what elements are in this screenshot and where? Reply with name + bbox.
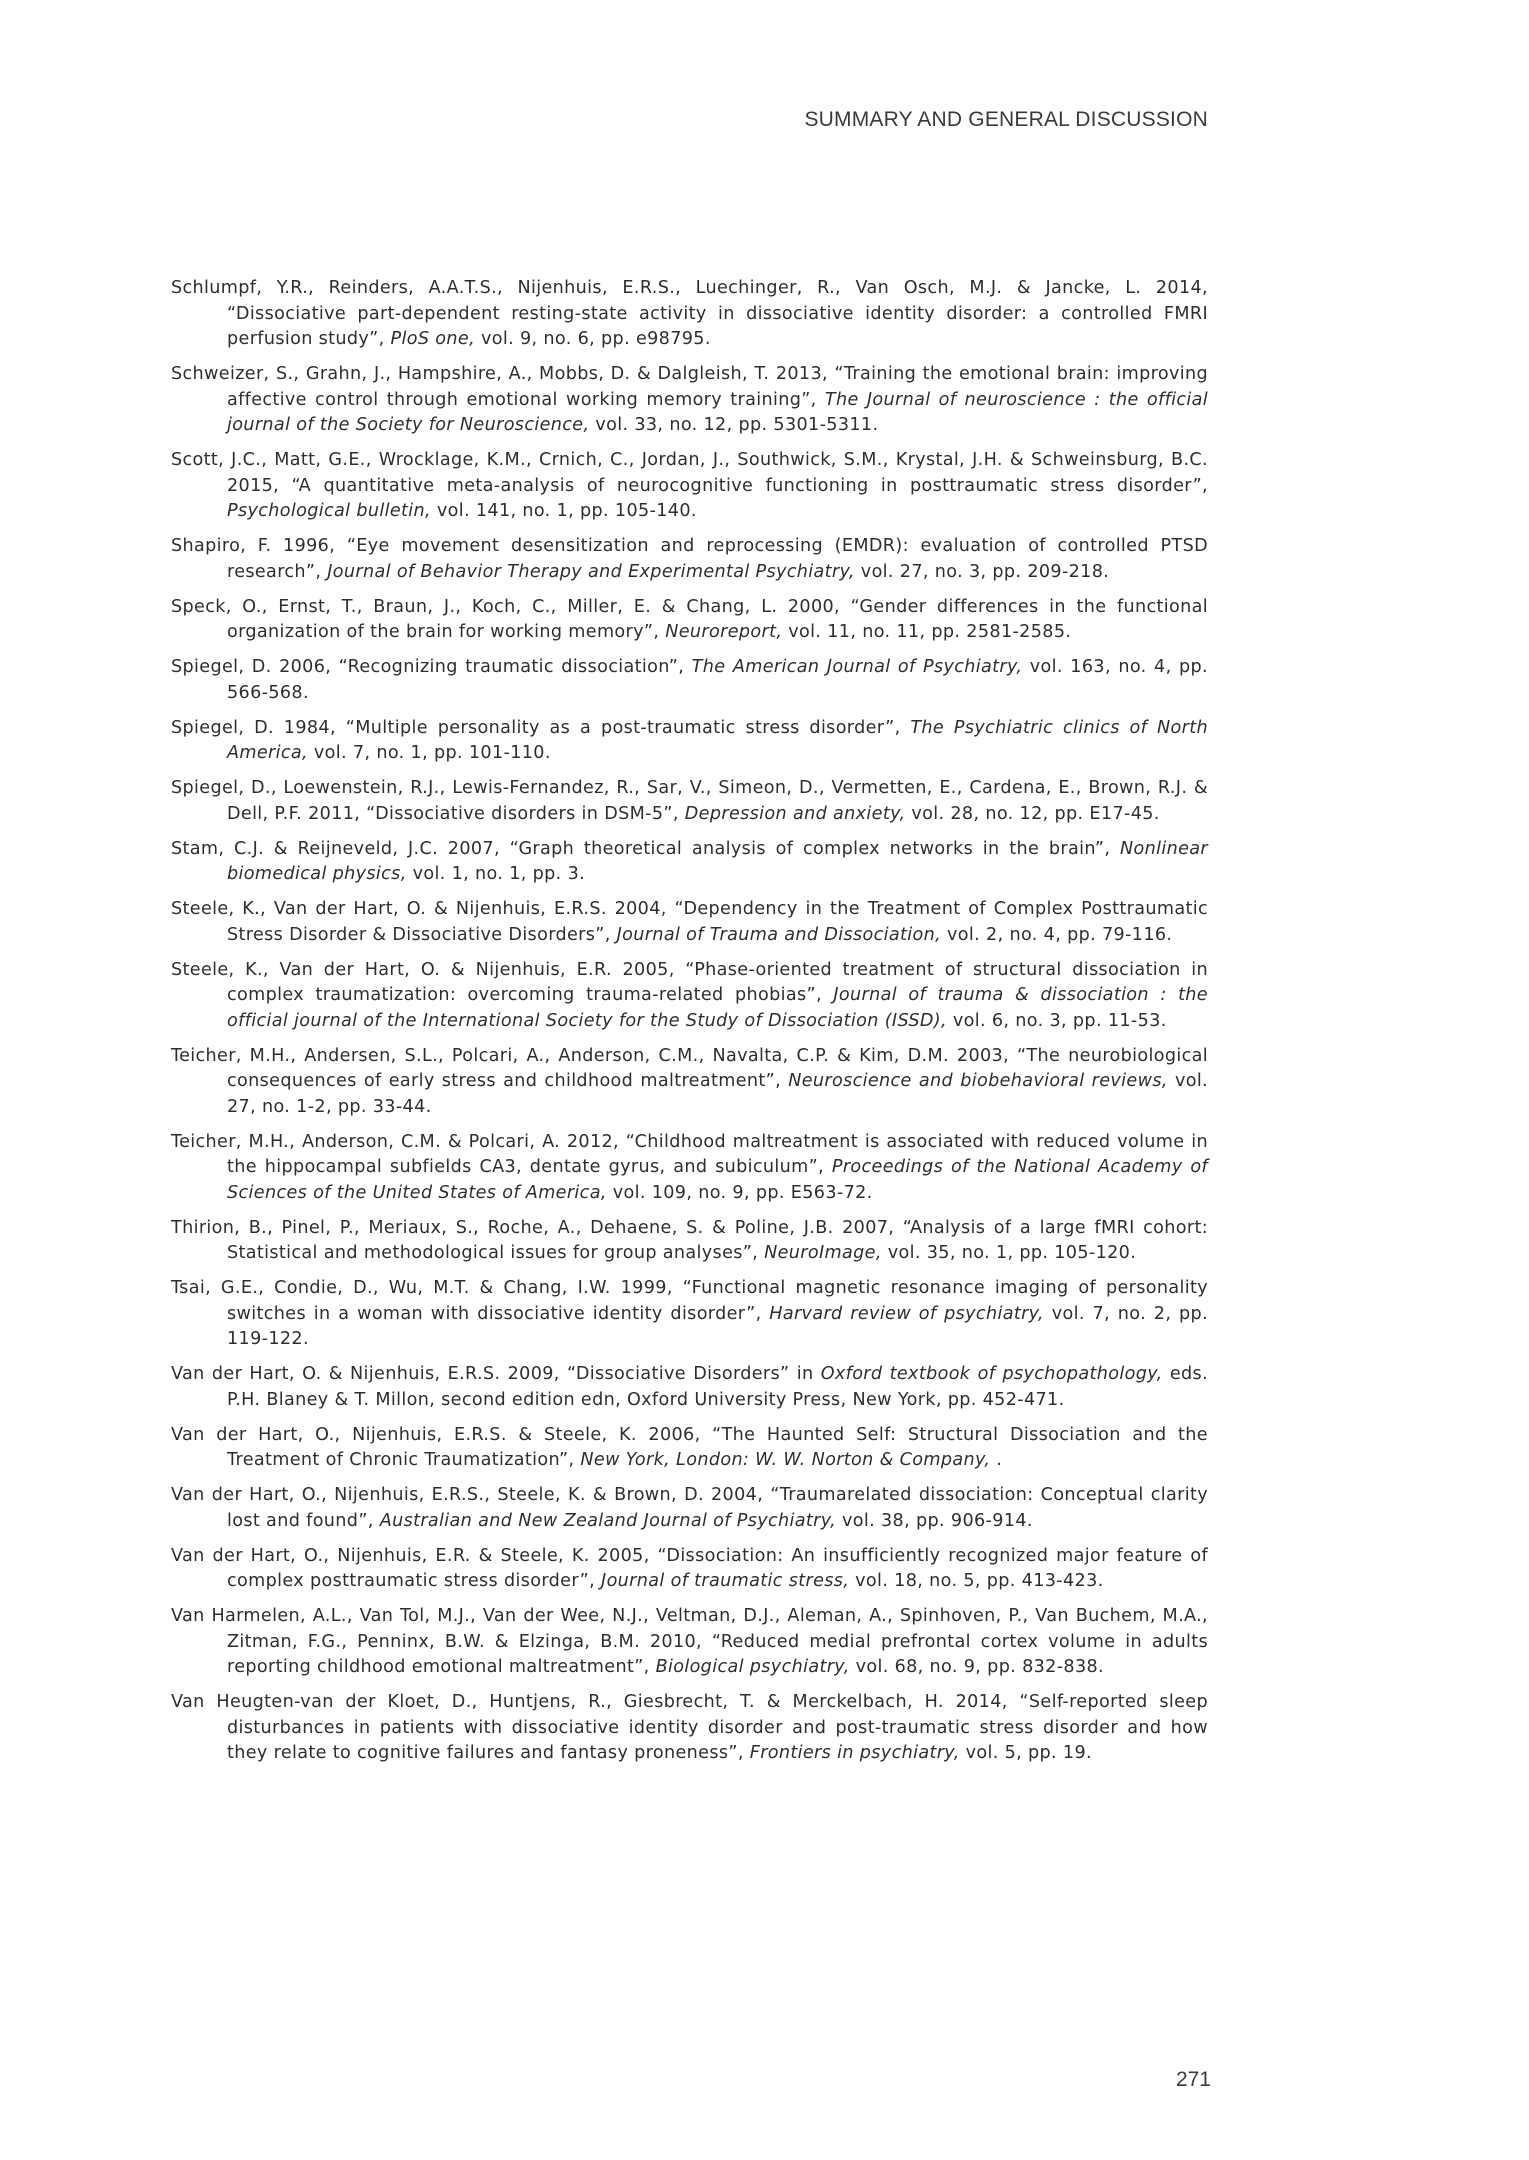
reference-source: Australian and New Zealand Journal of Psychiatry, <box>379 1510 837 1531</box>
reference-entry <box>171 716 1208 767</box>
reference-entry <box>171 1604 1208 1681</box>
reference-text: Teicher, M.H., Anderson, C.M. & Polcari, A. 2012, “Childhood maltreatment is associated with reduced volume in the hippocampal subfields CA3, dentate gyrus, and subiculum”, <box>171 1131 1208 1177</box>
reference-details: vol. 109, no. 9, pp. E563-72. <box>606 1182 873 1203</box>
reference-text: Spiegel, D. 1984, “Multiple personality as a post-traumatic stress disorder”, <box>171 717 911 738</box>
reference-details: eds. P.H. Blaney & T. Millon, second edition edn, Oxford University Press, New York, pp. 452-471. <box>227 1364 1209 1410</box>
reference-text: Shapiro, F. 1996, “Eye movement desensitization and reprocessing (EMDR): evaluation of controlled PTSD research”, <box>171 536 1208 582</box>
reference-details: . <box>990 1450 1003 1470</box>
reference-text: Spiegel, D. 2006, “Recognizing traumatic dissociation”, <box>171 657 692 677</box>
reference-details: vol. 27, no. 1-2, pp. 33-44. <box>227 1071 1209 1117</box>
reference-entry <box>171 958 1208 1035</box>
reference-text: Thirion, B., Pinel, P., Meriaux, S., Roche, A., Dehaene, S. & Poline, J.B. 2007, “Analysis of a large fMRI cohort: Statistical and methodological issues for group analyses”, <box>171 1217 1208 1263</box>
reference-details: vol. 18, no. 5, pp. 413-423. <box>849 1571 1104 1591</box>
reference-entry <box>171 1690 1208 1767</box>
reference-list <box>171 276 1208 1776</box>
reference-source: PloS one, <box>390 329 476 349</box>
reference-entry <box>171 362 1208 439</box>
reference-source: Neuroreport, <box>665 622 783 642</box>
reference-text: Steele, K., Van der Hart, O. & Nijenhuis, E.R.S. 2004, “Dependency in the Treatment of Complex Posttraumatic Stress Disorder & Dissociative Disorders”, <box>171 899 1208 945</box>
reference-source: Journal of Behavior Therapy and Experimental Psychiatry, <box>327 561 855 582</box>
reference-text: Van der Hart, O. & Nijenhuis, E.R.S. 2009, “Dissociative Disorders” in <box>171 1364 821 1384</box>
reference-source: The American Journal of Psychiatry, <box>691 657 1023 677</box>
reference-text: Schweizer, S., Grahn, J., Hampshire, A., Mobbs, D. & Dalgleish, T. 2013, “Training the emotional brain: improving affective control through emotional working memory training”, <box>171 364 1208 410</box>
reference-details: vol. 9, no. 6, pp. e98795. <box>475 329 711 349</box>
reference-text: Spiegel, D., Loewenstein, R.J., Lewis-Fernandez, R., Sar, V., Simeon, D., Vermetten, E., Cardena, E., Brown, R.J. & Dell, P.F. 2011, “Dissociative disorders in DSM-5”, <box>171 778 1208 824</box>
reference-entry <box>171 1276 1208 1353</box>
reference-text: Van Harmelen, A.L., Van Tol, M.J., Van der Wee, N.J., Veltman, D.J., Aleman, A., Spinhoven, P., Van Buchem, M.A., Zitman, F.G., Penninx, B.W. & Elzinga, B.M. 2010, “Reduced medial prefrontal cortex volume in adults reporting childhood emotional maltreatment”, <box>171 1606 1208 1677</box>
reference-text: Teicher, M.H., Andersen, S.L., Polcari, A., Anderson, C.M., Navalta, C.P. & Kim, D.M. 2003, “The neurobiological consequences of early stress and childhood maltreatment”, <box>171 1045 1208 1091</box>
reference-source: The Psychiatric clinics of North America, <box>227 717 1208 763</box>
reference-text: Stam, C.J. & Reijneveld, J.C. 2007, “Graph theoretical analysis of complex networks in the brain”, <box>171 838 1120 859</box>
reference-text: Van Heugten-van der Kloet, D., Huntjens, R., Giesbrecht, T. & Merckelbach, H. 2014, “Self-reported sleep disturbances in patients with dissociative identity disorder and post-traumatic stress disorder and how they relate to cognitive failures and fantasy proneness”, <box>171 1692 1208 1763</box>
reference-source: Journal of traumatic stress, <box>601 1571 850 1591</box>
reference-entry <box>171 776 1208 827</box>
reference-entry <box>171 276 1208 353</box>
reference-text: Steele, K., Van der Hart, O. & Nijenhuis, E.R. 2005, “Phase-oriented treatment of structural dissociation in complex traumatization: overcoming trauma-related phobias”, <box>171 959 1208 1005</box>
reference-text: Van der Hart, O., Nijenhuis, E.R.S. & Steele, K. 2006, “The Haunted Self: Structural Dissociation and the Treatment of Chronic Traumatization”, <box>171 1424 1208 1470</box>
reference-source: The Journal of neuroscience : the official journal of the Society for Neuroscience, <box>227 389 1208 435</box>
reference-details: vol. 35, no. 1, pp. 105-120. <box>881 1243 1137 1263</box>
reference-source: Harvard review of psychiatry, <box>769 1303 1044 1324</box>
reference-source: Journal of Trauma and Dissociation, <box>616 924 942 945</box>
reference-entry <box>171 1423 1208 1474</box>
reference-details: vol. 28, no. 12, pp. E17-45. <box>905 803 1160 824</box>
reference-entry <box>171 1130 1208 1207</box>
reference-details: vol. 5, pp. 19. <box>959 1743 1092 1763</box>
reference-details: vol. 141, no. 1, pp. 105-140. <box>430 501 697 521</box>
reference-details: vol. 7, no. 2, pp. 119-122. <box>227 1303 1209 1349</box>
reference-source: NeuroImage, <box>764 1243 882 1263</box>
reference-source: New York, London: W. W. Norton & Company, <box>580 1450 991 1470</box>
running-header: SUMMARY AND GENERAL DISCUSSION <box>804 108 1208 131</box>
reference-source: Proceedings of the National Academy of Sciences of the United States of America, <box>227 1157 1208 1203</box>
page-number: 271 <box>1175 2068 1211 2091</box>
reference-source: Oxford textbook of psychopathology, <box>820 1364 1163 1384</box>
reference-text: Tsai, G.E., Condie, D., Wu, M.T. & Chang, I.W. 1999, “Functional magnetic resonance imaging of personality switches in a woman with dissociative identity disorder”, <box>171 1278 1208 1324</box>
reference-text: Schlumpf, Y.R., Reinders, A.A.T.S., Nijenhuis, E.R.S., Luechinger, R., Van Osch, M.J. & Jancke, L. 2014, “Dissociative part-dependent resting-state activity in dissociative identity disorder: a controlled FMRI perfusion study”, <box>171 278 1208 349</box>
reference-text: Speck, O., Ernst, T., Braun, J., Koch, C., Miller, E. & Chang, L. 2000, “Gender differences in the functional organization of the brain for working memory”, <box>171 596 1208 642</box>
reference-details: vol. 11, no. 11, pp. 2581-2585. <box>782 622 1072 642</box>
reference-entry <box>171 1362 1208 1413</box>
reference-entry <box>171 1216 1208 1267</box>
reference-entry <box>171 897 1208 948</box>
reference-details: vol. 2, no. 4, pp. 79-116. <box>941 924 1173 945</box>
reference-entry <box>171 837 1208 888</box>
reference-entry <box>171 1483 1208 1534</box>
reference-details: vol. 7, no. 1, pp. 101-110. <box>307 743 551 763</box>
reference-entry <box>171 1044 1208 1121</box>
reference-source: Biological psychiatry, <box>655 1657 850 1677</box>
reference-source: Nonlinear biomedical physics, <box>227 838 1208 884</box>
reference-text: Scott, J.C., Matt, G.E., Wrocklage, K.M., Crnich, C., Jordan, J., Southwick, S.M., Krystal, J.H. & Schweinsburg, B.C. 2015, “A quantitative meta-analysis of neurocognitive functioning in posttraumatic stress disorder”, <box>171 450 1208 496</box>
reference-source: Journal of trauma & dissociation : the official journal of the International Society for the Study of Dissociation (ISSD), <box>227 985 1208 1031</box>
reference-details: vol. 68, no. 9, pp. 832-838. <box>849 1657 1104 1677</box>
reference-details: vol. 163, no. 4, pp. 566-568. <box>227 657 1208 703</box>
reference-entry <box>171 448 1208 525</box>
reference-text: Van der Hart, O., Nijenhuis, E.R.S., Steele, K. & Brown, D. 2004, “Traumarelated dissociation: Conceptual clarity lost and found”, <box>171 1485 1208 1531</box>
reference-source: Frontiers in psychiatry, <box>749 1743 960 1763</box>
reference-source: Neuroscience and biobehavioral reviews, <box>788 1071 1168 1091</box>
reference-source: Depression and anxiety, <box>684 803 906 824</box>
reference-details: vol. 33, no. 12, pp. 5301-5311. <box>589 415 879 435</box>
reference-entry <box>171 534 1208 585</box>
reference-entry <box>171 595 1208 646</box>
reference-source: Psychological bulletin, <box>227 501 431 521</box>
reference-details: vol. 38, pp. 906-914. <box>836 1510 1033 1531</box>
reference-entry <box>171 655 1208 706</box>
reference-entry <box>171 1544 1208 1595</box>
reference-details: vol. 27, no. 3, pp. 209-218. <box>854 561 1110 582</box>
reference-details: vol. 6, no. 3, pp. 11-53. <box>946 1010 1167 1031</box>
reference-details: vol. 1, no. 1, pp. 3. <box>406 864 586 884</box>
reference-text: Van der Hart, O., Nijenhuis, E.R. & Steele, K. 2005, “Dissociation: An insufficiently recognized major feature of complex posttraumatic stress disorder”, <box>171 1545 1208 1591</box>
